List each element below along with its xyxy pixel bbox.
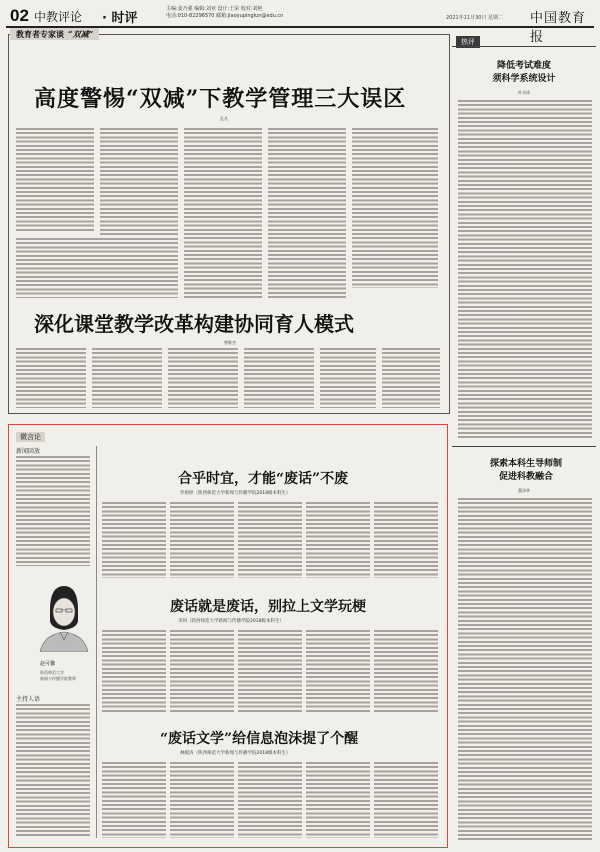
- hot-comment-tag: 热评: [456, 36, 480, 48]
- top-headline: 高度警惕“双减”下教学管理三大误区: [34, 86, 407, 112]
- masthead-logo: 中国教育报: [530, 11, 587, 45]
- text-column: [102, 630, 166, 714]
- section-name: 中教评论: [34, 10, 83, 24]
- comment-title-3: “废话文学”给信息泡沫提了个醒: [160, 731, 359, 747]
- text-column: [382, 348, 440, 408]
- column-label: 教育者专家谈 “双减”: [10, 28, 99, 40]
- comment-author-1: 罗娟婷（陕西师范大学新闻与传播学院2018级本科生）: [180, 491, 291, 496]
- text-column: [238, 762, 302, 838]
- right-headline-2: 探索本科生导师制 促进科教融合: [489, 459, 562, 482]
- second-byline: 曾维杰: [224, 340, 236, 345]
- second-headline: 深化课堂教学改革构建协同育人模式: [34, 312, 354, 336]
- text-column: [102, 762, 166, 838]
- text-column: [374, 502, 438, 578]
- text-column: [458, 100, 592, 440]
- right-byline-2: 董泽华: [518, 488, 530, 493]
- divider: [452, 46, 596, 47]
- text-column: [100, 128, 178, 236]
- divider: [452, 446, 596, 447]
- text-column: [16, 704, 90, 838]
- text-column: [92, 348, 162, 408]
- text-column: [306, 630, 370, 714]
- text-column: [238, 502, 302, 578]
- text-column: [168, 348, 238, 408]
- comment-author-3: 林媛涛（陕西师范大学新闻与传播学院2018级本科生）: [180, 751, 291, 756]
- text-column: [458, 498, 592, 840]
- host-description: 陕西师范大学 新闻与传播学院教师: [40, 670, 76, 681]
- top-byline: 孔凡: [220, 116, 228, 121]
- news-replay-heading: 新闻回放: [16, 448, 41, 455]
- issue-date: 2021年11月30日 星期二: [446, 15, 504, 21]
- micro-comment-tag: 微言论: [16, 432, 45, 442]
- text-column: [306, 502, 370, 578]
- text-column: [268, 128, 346, 298]
- text-column: [184, 128, 262, 298]
- editor-info: 主编:姜乃强 编辑:刘亚 设计:王荣 校对:刘艳 电话:010-82296570 邮箱:jiaoyupinglun@edu.cn: [166, 6, 284, 19]
- text-column: [244, 348, 314, 408]
- text-column: [170, 630, 234, 714]
- text-column: [320, 348, 376, 408]
- text-column: [374, 762, 438, 838]
- comment-title-1: 合乎时宜，才能“废话”不废: [178, 471, 349, 487]
- page-number: 02: [10, 6, 29, 25]
- text-column: [16, 128, 94, 232]
- text-column: [374, 630, 438, 714]
- divider: [96, 446, 97, 838]
- host-words-heading: 主持人语: [16, 696, 41, 703]
- subsection-name: · 时评: [102, 11, 138, 26]
- comment-author-2: 李珂（陕西师范大学新闻与传播学院2018级本科生）: [178, 619, 284, 624]
- comment-title-2: 废话就是废话，别拉上文学玩梗: [170, 599, 366, 615]
- text-column: [102, 502, 166, 578]
- text-column: [170, 502, 234, 578]
- text-column: [306, 762, 370, 838]
- host-name: 赵可馨: [40, 661, 56, 667]
- text-column: [16, 348, 86, 408]
- right-headline-1: 降低考试难度 须科学系统设计: [492, 61, 556, 84]
- text-column: [16, 456, 90, 566]
- text-column: [238, 630, 302, 714]
- text-column: [170, 762, 234, 838]
- host-portrait: [36, 580, 92, 652]
- right-byline-1: 叶水涛: [518, 90, 530, 95]
- text-column: [16, 238, 178, 298]
- text-column: [352, 128, 438, 288]
